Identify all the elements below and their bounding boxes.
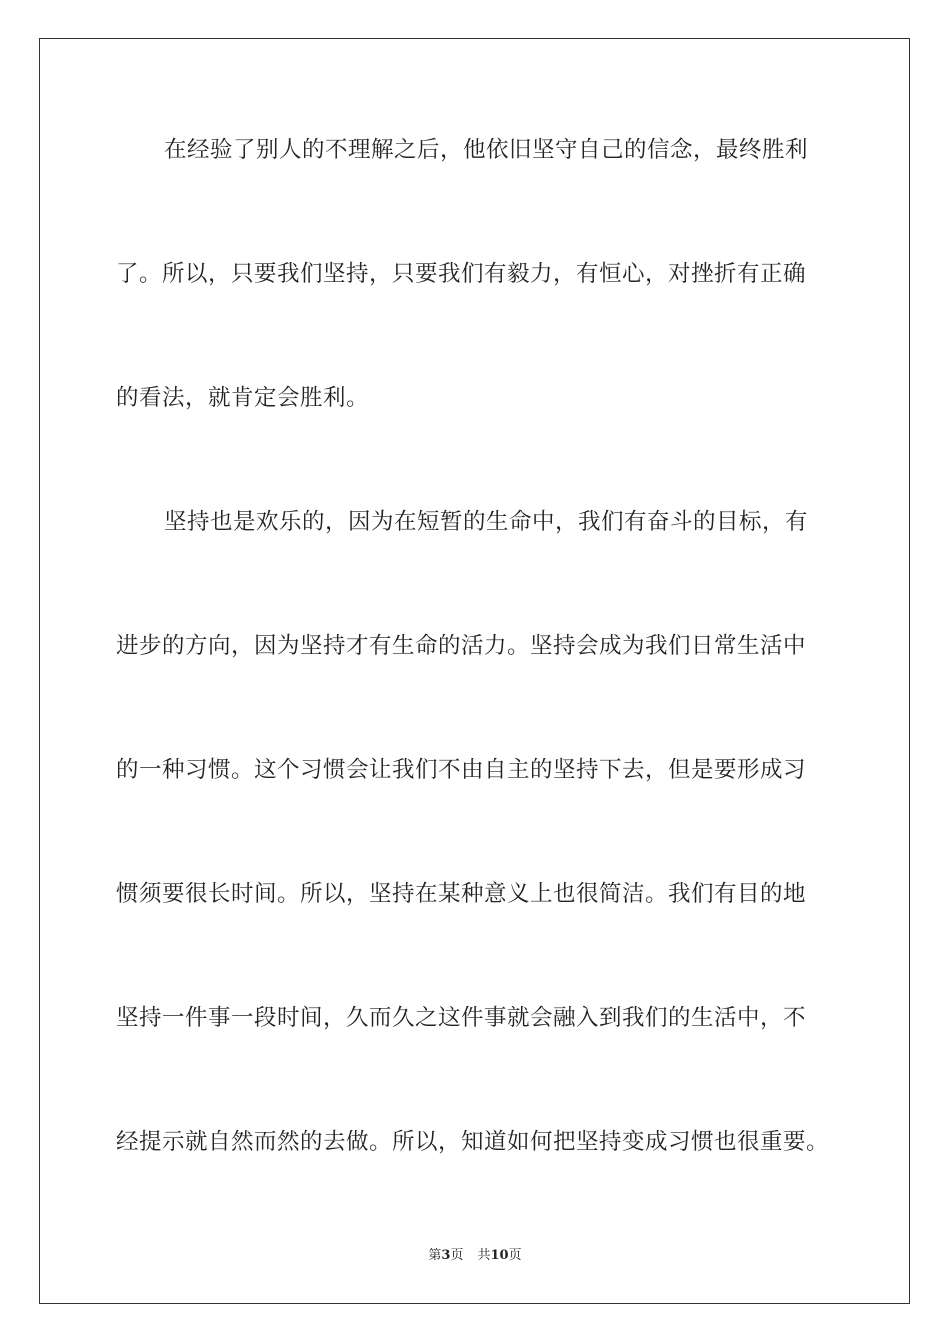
paragraph-1-line-2: 了。所以，只要我们坚持，只要我们有毅力，有恒心，对挫折有正确 xyxy=(116,261,807,287)
footer-page-prefix: 第 xyxy=(428,1248,442,1263)
page-footer xyxy=(0,1247,950,1265)
paragraph-2-line-1: 坚持也是欢乐的，因为在短暂的生命中，我们有奋斗的目标，有 xyxy=(164,509,809,535)
footer-total-number: 10 xyxy=(490,1248,509,1263)
paragraph-2-line-4: 惯须要很长时间。所以，坚持在某种意义上也很简洁。我们有目的地 xyxy=(116,881,807,907)
footer-total-prefix: 共 xyxy=(477,1248,491,1263)
page-frame xyxy=(39,38,910,1304)
paragraph-2-line-2: 进步的方向，因为坚持才有生命的活力。坚持会成为我们日常生活中 xyxy=(116,633,807,659)
paragraph-2-line-6: 经提示就自然而然的去做。所以，知道如何把坚持变成习惯也很重要。 xyxy=(116,1129,830,1155)
footer-page-suffix: 页 xyxy=(450,1248,464,1263)
paragraph-2-line-5: 坚持一件事一段时间，久而久之这件事就会融入到我们的生活中，不 xyxy=(116,1005,807,1031)
paragraph-1-line-3: 的看法，就肯定会胜利。 xyxy=(116,385,370,411)
paragraph-2-line-3: 的一种习惯。这个习惯会让我们不由自主的坚持下去，但是要形成习 xyxy=(116,757,807,783)
footer-total-suffix: 页 xyxy=(508,1248,522,1263)
paragraph-1-line-1: 在经验了别人的不理解之后，他依旧坚守自己的信念，最终胜利 xyxy=(164,137,809,163)
footer-page-number: 3 xyxy=(441,1248,451,1263)
